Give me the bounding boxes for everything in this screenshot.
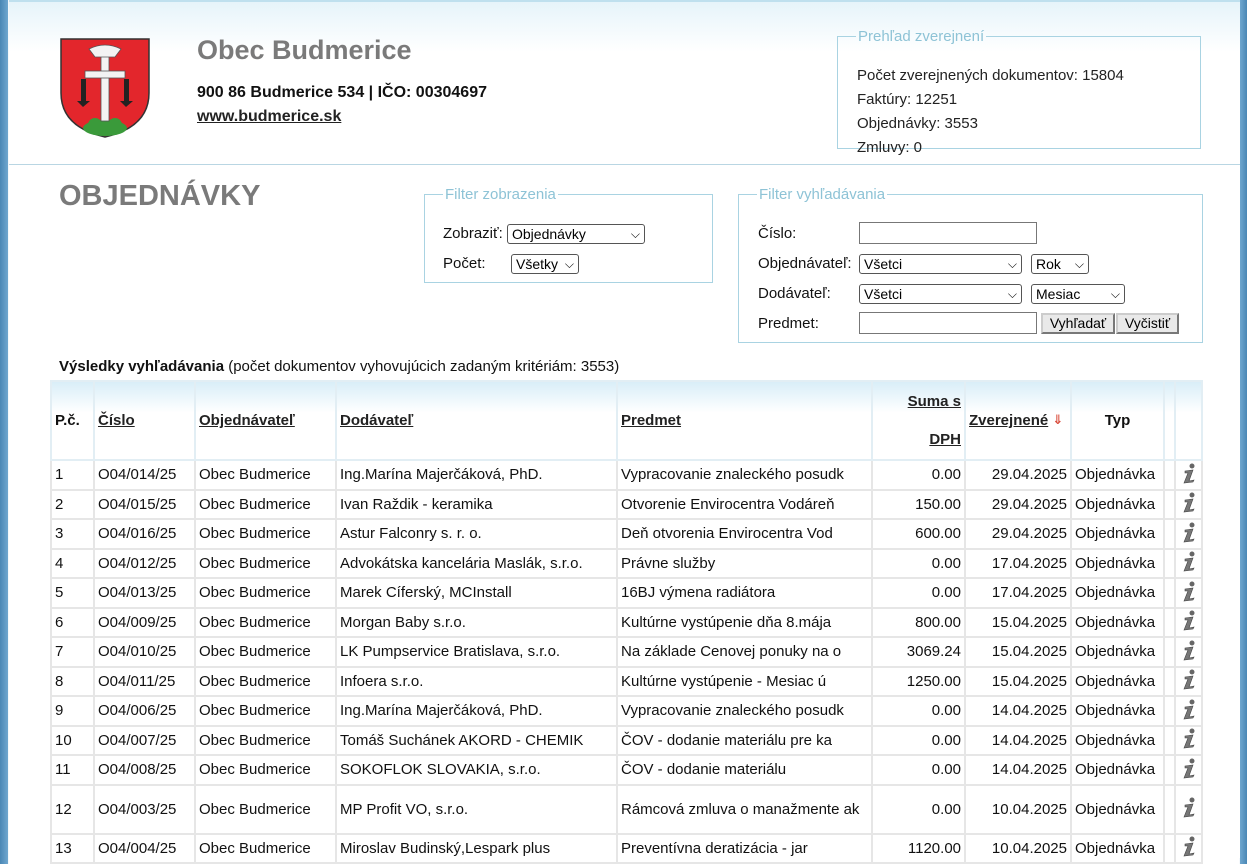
row-orderer: Obec Budmerice xyxy=(195,726,336,756)
row-orderer: Obec Budmerice xyxy=(195,460,336,490)
col-supplier[interactable] xyxy=(336,381,617,460)
row-detail-button[interactable] xyxy=(1175,578,1202,608)
chevron-down-icon: ⌵ xyxy=(630,227,640,241)
info-icon[interactable] xyxy=(1179,757,1199,779)
overview-orders: Objednávky: 3553 xyxy=(857,115,978,132)
results-caption xyxy=(59,358,619,375)
subject-label: Predmet: xyxy=(758,315,819,332)
row-subject: Kultúrne vystúpenie - Mesiac ú xyxy=(617,667,872,697)
row-spacer xyxy=(1164,460,1175,490)
show-select[interactable] xyxy=(507,224,645,244)
col-number[interactable] xyxy=(94,381,195,460)
display-filter xyxy=(424,186,713,283)
row-orderer: Obec Budmerice xyxy=(195,519,336,549)
row-sum: 0.00 xyxy=(872,460,965,490)
row-detail-button[interactable] xyxy=(1175,755,1202,785)
row-number: O04/006/25 xyxy=(94,696,195,726)
publications-overview xyxy=(837,28,1201,156)
row-sum: 800.00 xyxy=(872,608,965,638)
col-published[interactable] xyxy=(965,381,1071,460)
row-detail-button[interactable] xyxy=(1175,460,1202,490)
page-title: OBJEDNÁVKY xyxy=(59,180,261,212)
row-published: 29.04.2025 xyxy=(965,490,1071,520)
row-detail-button[interactable] xyxy=(1175,785,1202,834)
row-supplier: Marek Cíferský, MCInstall xyxy=(336,578,617,608)
overview-legend: Prehľad zverejnení xyxy=(858,28,985,45)
row-number: O04/014/25 xyxy=(94,460,195,490)
row-orderer: Obec Budmerice xyxy=(195,637,336,667)
row-index: 5 xyxy=(51,578,94,608)
row-supplier: LK Pumpservice Bratislava, s.r.o. xyxy=(336,637,617,667)
row-supplier: Tomáš Suchánek AKORD - CHEMIK xyxy=(336,726,617,756)
row-detail-button[interactable] xyxy=(1175,834,1202,864)
info-icon[interactable] xyxy=(1179,550,1199,572)
row-sum: 0.00 xyxy=(872,726,965,756)
row-detail-button[interactable] xyxy=(1175,549,1202,579)
row-spacer xyxy=(1164,834,1175,864)
info-icon[interactable] xyxy=(1179,580,1199,602)
row-published: 10.04.2025 xyxy=(965,834,1071,864)
row-index: 13 xyxy=(51,834,94,864)
info-icon[interactable] xyxy=(1179,727,1199,749)
row-number: O04/008/25 xyxy=(94,755,195,785)
row-sum: 1120.00 xyxy=(872,834,965,864)
table-row xyxy=(51,608,1202,638)
row-published: 29.04.2025 xyxy=(965,460,1071,490)
row-sum: 1250.00 xyxy=(872,667,965,697)
table-row xyxy=(51,578,1202,608)
row-number: O04/016/25 xyxy=(94,519,195,549)
row-number: O04/003/25 xyxy=(94,785,195,834)
overview-documents: Počet zverejnených dokumentov: 15804 xyxy=(857,67,1124,84)
row-number: O04/011/25 xyxy=(94,667,195,697)
row-detail-button[interactable] xyxy=(1175,608,1202,638)
display-filter-legend: Filter zobrazenia xyxy=(445,186,556,203)
sort-number-link[interactable]: Číslo xyxy=(98,412,135,429)
info-icon[interactable] xyxy=(1179,609,1199,631)
row-sum: 3069.24 xyxy=(872,637,965,667)
orderer-label: Objednávateľ: xyxy=(758,255,852,272)
sort-sum-link[interactable] xyxy=(908,393,961,448)
sort-published-link[interactable]: Zverejnené xyxy=(969,412,1049,429)
row-index: 4 xyxy=(51,549,94,579)
row-number: O04/009/25 xyxy=(94,608,195,638)
row-supplier: Advokátska kancelária Maslák, s.r.o. xyxy=(336,549,617,579)
sum-line-1: Suma s xyxy=(907,392,961,410)
info-icon[interactable] xyxy=(1179,835,1199,857)
show-select-value: Objednávky xyxy=(512,226,586,242)
sort-supplier-link[interactable]: Dodávateľ xyxy=(340,412,414,429)
row-supplier: MP Profit VO, s.r.o. xyxy=(336,785,617,834)
row-index: 7 xyxy=(51,637,94,667)
row-subject: Rámcová zmluva o manažmente ak xyxy=(617,785,872,834)
row-orderer: Obec Budmerice xyxy=(195,834,336,864)
page xyxy=(9,0,1240,858)
row-published: 15.04.2025 xyxy=(965,667,1071,697)
info-icon[interactable] xyxy=(1179,462,1199,484)
results-caption-count: (počet dokumentov vyhovujúcich zadaným kritériám: 3553) xyxy=(224,358,620,375)
row-sum: 150.00 xyxy=(872,490,965,520)
row-detail-button[interactable] xyxy=(1175,490,1202,520)
row-sum: 0.00 xyxy=(872,785,965,834)
year-select[interactable] xyxy=(1031,254,1089,274)
row-sum: 0.00 xyxy=(872,578,965,608)
search-button[interactable]: Vyhľadať xyxy=(1041,313,1115,334)
row-subject: Preventívna deratizácia - jar xyxy=(617,834,872,864)
row-supplier: SOKOFLOK SLOVAKIA, s.r.o. xyxy=(336,755,617,785)
table-row xyxy=(51,637,1202,667)
row-type: Objednávka xyxy=(1071,578,1164,608)
coat-of-arms-icon xyxy=(57,35,153,139)
row-number: O04/004/25 xyxy=(94,834,195,864)
row-sum: 0.00 xyxy=(872,549,965,579)
row-published: 29.04.2025 xyxy=(965,519,1071,549)
row-published: 15.04.2025 xyxy=(965,608,1071,638)
sum-line-2: DPH xyxy=(929,430,961,448)
clear-button[interactable]: Vyčistiť xyxy=(1116,313,1179,334)
row-subject: ČOV - dodanie materiálu pre ka xyxy=(617,726,872,756)
row-orderer: Obec Budmerice xyxy=(195,608,336,638)
col-orderer[interactable] xyxy=(195,381,336,460)
row-number: O04/007/25 xyxy=(94,726,195,756)
row-spacer xyxy=(1164,755,1175,785)
row-spacer xyxy=(1164,608,1175,638)
row-index: 10 xyxy=(51,726,94,756)
orderer-select-value: Všetci xyxy=(864,256,903,272)
row-spacer xyxy=(1164,519,1175,549)
results-header-row xyxy=(51,381,1202,460)
org-website-link[interactable]: www.budmerice.sk xyxy=(197,108,342,125)
results-caption-title: Výsledky vyhľadávania xyxy=(59,358,225,375)
number-input[interactable] xyxy=(859,222,1037,244)
row-number: O04/012/25 xyxy=(94,549,195,579)
row-supplier: Ivan Raždik - keramika xyxy=(336,490,617,520)
row-type: Objednávka xyxy=(1071,490,1164,520)
col-subject[interactable] xyxy=(617,381,872,460)
row-detail-button[interactable] xyxy=(1175,667,1202,697)
row-type: Objednávka xyxy=(1071,637,1164,667)
month-select-value: Mesiac xyxy=(1036,286,1081,302)
info-icon[interactable] xyxy=(1179,639,1199,661)
table-row xyxy=(51,667,1202,697)
info-icon[interactable] xyxy=(1179,796,1199,818)
row-published: 14.04.2025 xyxy=(965,755,1071,785)
row-subject: Na základe Cenovej ponuky na o xyxy=(617,637,872,667)
row-spacer xyxy=(1164,549,1175,579)
row-detail-button[interactable] xyxy=(1175,696,1202,726)
row-subject: Vypracovanie znaleckého posudk xyxy=(617,460,872,490)
row-subject: Vypracovanie znaleckého posudk xyxy=(617,696,872,726)
row-orderer: Obec Budmerice xyxy=(195,578,336,608)
count-select[interactable] xyxy=(511,254,579,274)
row-sum: 0.00 xyxy=(872,755,965,785)
row-index: 3 xyxy=(51,519,94,549)
chevron-down-icon: ⌵ xyxy=(564,257,574,271)
row-subject: 16BJ výmena radiátora xyxy=(617,578,872,608)
row-type: Objednávka xyxy=(1071,696,1164,726)
sort-orderer-link[interactable]: Objednávateľ xyxy=(199,412,295,429)
row-sum: 600.00 xyxy=(872,519,965,549)
overview-invoices: Faktúry: 12251 xyxy=(857,91,958,108)
search-filter xyxy=(738,186,1203,343)
count-label: Počet: xyxy=(443,255,486,272)
row-index: 12 xyxy=(51,785,94,834)
row-published: 15.04.2025 xyxy=(965,637,1071,667)
row-supplier: Morgan Baby s.r.o. xyxy=(336,608,617,638)
row-supplier: Ing.Marína Majerčáková, PhD. xyxy=(336,460,617,490)
table-row xyxy=(51,726,1202,756)
count-select-value: Všetky xyxy=(516,256,559,272)
sort-desc-icon: ⇓ xyxy=(1052,412,1064,427)
row-number: O04/013/25 xyxy=(94,578,195,608)
table-row xyxy=(51,834,1202,864)
row-type: Objednávka xyxy=(1071,755,1164,785)
info-icon[interactable] xyxy=(1179,521,1199,543)
row-supplier: Infoera s.r.o. xyxy=(336,667,617,697)
row-orderer: Obec Budmerice xyxy=(195,667,336,697)
row-sum: 0.00 xyxy=(872,696,965,726)
row-spacer xyxy=(1164,785,1175,834)
chevron-down-icon: ⌵ xyxy=(1007,287,1017,301)
row-type: Objednávka xyxy=(1071,460,1164,490)
row-subject: Otvorenie Envirocentra Vodáreň xyxy=(617,490,872,520)
row-type: Objednávka xyxy=(1071,726,1164,756)
row-published: 14.04.2025 xyxy=(965,696,1071,726)
row-orderer: Obec Budmerice xyxy=(195,785,336,834)
info-icon[interactable] xyxy=(1179,668,1199,690)
org-name: Obec Budmerice xyxy=(197,35,412,65)
row-published: 17.04.2025 xyxy=(965,578,1071,608)
row-orderer: Obec Budmerice xyxy=(195,490,336,520)
row-type: Objednávka xyxy=(1071,667,1164,697)
supplier-label: Dodávateľ: xyxy=(758,285,831,302)
row-type: Objednávka xyxy=(1071,834,1164,864)
results-table xyxy=(50,380,1203,864)
row-type: Objednávka xyxy=(1071,549,1164,579)
row-spacer xyxy=(1164,637,1175,667)
overview-contracts: Zmluvy: 0 xyxy=(857,139,923,156)
row-number: O04/010/25 xyxy=(94,637,195,667)
table-row xyxy=(51,460,1202,490)
row-published: 14.04.2025 xyxy=(965,726,1071,756)
chevron-down-icon: ⌵ xyxy=(1110,287,1120,301)
subject-input[interactable] xyxy=(859,312,1037,334)
table-row xyxy=(51,519,1202,549)
supplier-select-value: Všetci xyxy=(864,286,903,302)
row-type: Objednávka xyxy=(1071,519,1164,549)
col-sum[interactable] xyxy=(872,381,965,460)
info-icon[interactable] xyxy=(1179,491,1199,513)
row-orderer: Obec Budmerice xyxy=(195,549,336,579)
year-select-value: Rok xyxy=(1036,256,1061,272)
table-row xyxy=(51,696,1202,726)
row-published: 17.04.2025 xyxy=(965,549,1071,579)
sort-subject-link[interactable]: Predmet xyxy=(621,412,682,429)
info-icon[interactable] xyxy=(1179,698,1199,720)
row-detail-button[interactable] xyxy=(1175,726,1202,756)
table-row xyxy=(51,549,1202,579)
orderer-select[interactable] xyxy=(859,254,1022,274)
row-type: Objednávka xyxy=(1071,608,1164,638)
row-index: 9 xyxy=(51,696,94,726)
row-spacer xyxy=(1164,667,1175,697)
table-row xyxy=(51,785,1202,834)
show-label: Zobraziť: xyxy=(443,225,503,242)
col-index: P.č. xyxy=(51,381,94,460)
table-row xyxy=(51,755,1202,785)
col-spacer xyxy=(1164,381,1175,460)
row-spacer xyxy=(1164,696,1175,726)
row-spacer xyxy=(1164,726,1175,756)
supplier-select[interactable] xyxy=(859,284,1022,304)
table-row xyxy=(51,490,1202,520)
row-spacer xyxy=(1164,490,1175,520)
row-type: Objednávka xyxy=(1071,785,1164,834)
row-subject: Právne služby xyxy=(617,549,872,579)
row-orderer: Obec Budmerice xyxy=(195,755,336,785)
org-address: 900 86 Budmerice 534 | IČO: 00304697 xyxy=(197,84,487,101)
row-subject: ČOV - dodanie materiálu xyxy=(617,755,872,785)
row-detail-button[interactable] xyxy=(1175,637,1202,667)
row-index: 2 xyxy=(51,490,94,520)
row-published: 10.04.2025 xyxy=(965,785,1071,834)
number-label: Číslo: xyxy=(758,225,797,242)
row-supplier: Astur Falconry s. r. o. xyxy=(336,519,617,549)
col-type: Typ xyxy=(1071,381,1164,460)
row-orderer: Obec Budmerice xyxy=(195,696,336,726)
row-supplier: Miroslav Budinský,Lespark plus xyxy=(336,834,617,864)
row-index: 8 xyxy=(51,667,94,697)
row-index: 1 xyxy=(51,460,94,490)
row-detail-button[interactable] xyxy=(1175,519,1202,549)
row-number: O04/015/25 xyxy=(94,490,195,520)
row-subject: Kultúrne vystúpenie dňa 8.mája xyxy=(617,608,872,638)
chevron-down-icon: ⌵ xyxy=(1007,257,1017,271)
row-supplier: Ing.Marína Majerčáková, PhD. xyxy=(336,696,617,726)
site-header xyxy=(9,0,1240,165)
chevron-down-icon: ⌵ xyxy=(1074,257,1084,271)
search-filter-legend: Filter vyhľadávania xyxy=(759,186,886,203)
col-detail xyxy=(1175,381,1202,460)
row-spacer xyxy=(1164,578,1175,608)
row-index: 11 xyxy=(51,755,94,785)
row-index: 6 xyxy=(51,608,94,638)
row-subject: Deň otvorenia Envirocentra Vod xyxy=(617,519,872,549)
month-select[interactable] xyxy=(1031,284,1125,304)
